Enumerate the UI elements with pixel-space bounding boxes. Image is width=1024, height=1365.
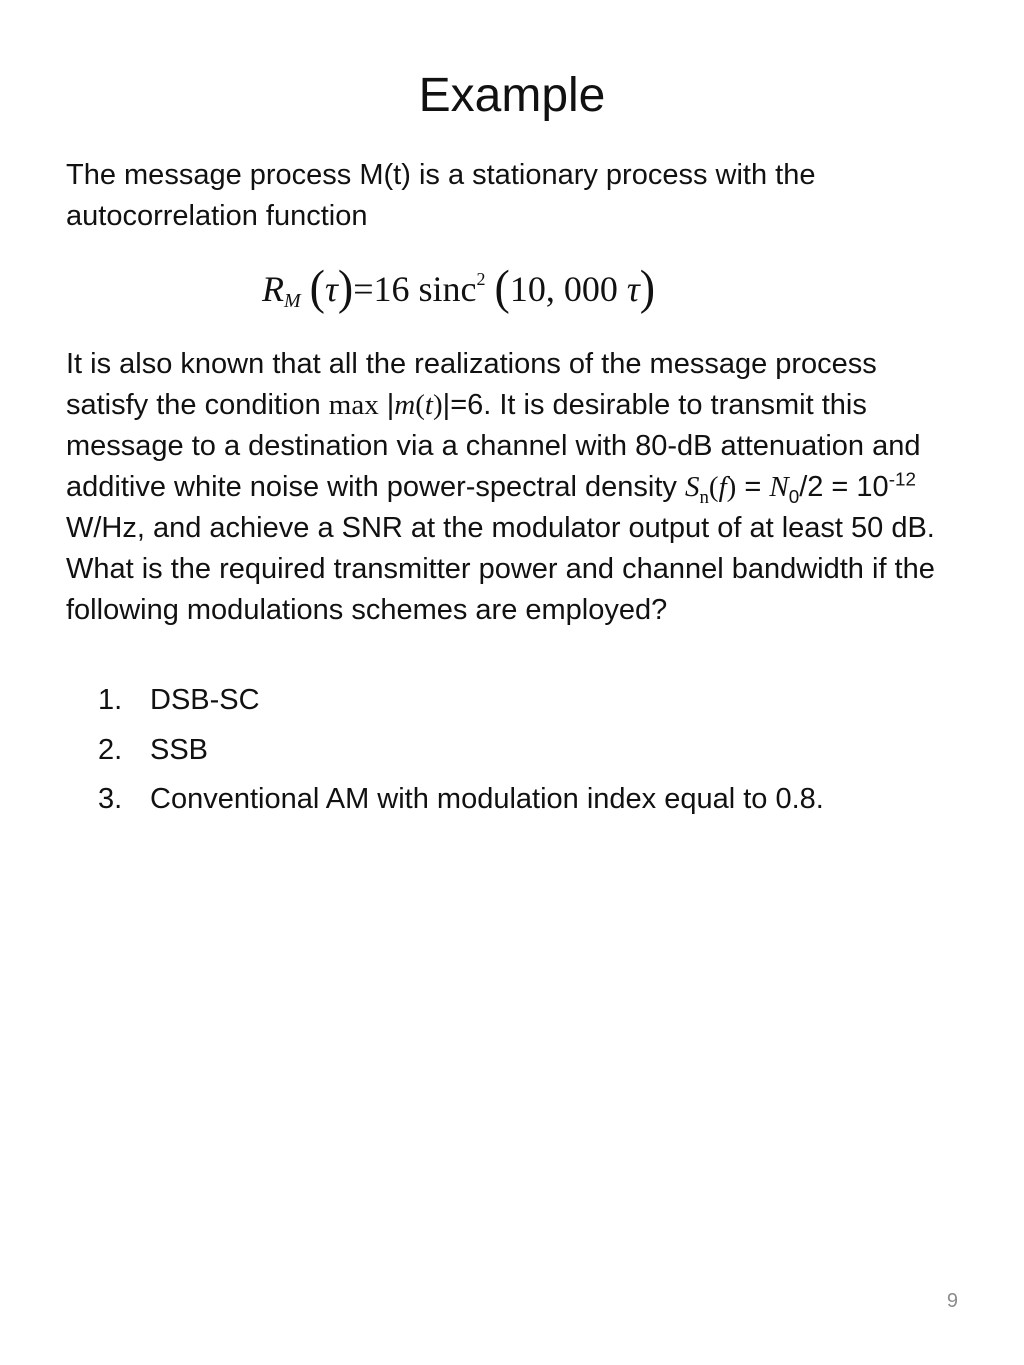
abs-close-text: |=6. It is desirable to transmit this message to a destination via a channel with 80-dB attenuation and additive white noise with power-spectral density <box>66 389 921 503</box>
paren-close: ) <box>432 389 443 421</box>
formula-paren: ) <box>639 260 656 315</box>
abs-open: | <box>378 389 395 421</box>
s-variable: S <box>684 471 700 503</box>
max-operator: max <box>328 389 379 421</box>
page-number: 9 <box>946 1290 958 1312</box>
formula-paren: ( <box>309 260 325 315</box>
t-variable: t <box>424 389 433 421</box>
paren-open: ( <box>708 471 719 503</box>
list-item-text: DSB-SC <box>150 684 260 716</box>
list-number: 2. <box>98 733 123 766</box>
m-variable: m <box>394 389 416 421</box>
n-subscript: 0 <box>788 485 800 507</box>
list-item-text: SSB <box>150 733 209 766</box>
list-item <box>66 779 946 829</box>
formula-equals: = <box>353 269 374 309</box>
formula-power: 2 <box>476 269 486 289</box>
list-item-text: Conventional AM with modulation index equal to 0.8. <box>150 783 824 815</box>
formula-coefficient: 16 <box>373 269 410 309</box>
list-item <box>66 680 946 730</box>
intro-paragraph: The message process M(t) is a stationary process with the autocorrelation function <box>66 159 816 232</box>
equals-text: = <box>736 471 770 503</box>
formula-lhs-symbol: R <box>262 269 284 309</box>
f-variable: f <box>718 471 727 503</box>
list-number: 1. <box>98 684 123 716</box>
problem-paragraph <box>66 344 946 631</box>
modulation-list <box>66 680 946 829</box>
problem-text-b: W/Hz, and achieve a SNR at the modulator output of at least 50 dB. What is the required transmitter power and channel bandwidth if the following modulations schemes are employed? <box>66 512 935 626</box>
formula-arg-var: τ <box>626 269 640 309</box>
formula-lhs-subscript: M <box>284 290 301 312</box>
formula-paren: ) <box>337 260 354 315</box>
paren-open: ( <box>415 389 425 421</box>
formula-arg-number: 10, 000 <box>509 269 618 309</box>
autocorrelation-formula <box>262 258 655 318</box>
formula-lhs-arg: τ <box>325 269 338 309</box>
slide-title: Example <box>418 69 606 122</box>
paren-close: ) <box>726 471 737 503</box>
list-number: 3. <box>98 783 123 815</box>
s-subscript: n <box>699 486 709 508</box>
formula-function: sinc <box>418 269 477 309</box>
problem-text-a: It is also known that all the realizations of the message process satisfy the condition <box>66 348 877 421</box>
n-variable: N <box>769 471 789 503</box>
ratio-text: /2 = 10 <box>799 471 889 503</box>
formula-paren: ( <box>494 260 510 315</box>
exponent: -12 <box>888 468 916 490</box>
list-item <box>66 730 946 780</box>
